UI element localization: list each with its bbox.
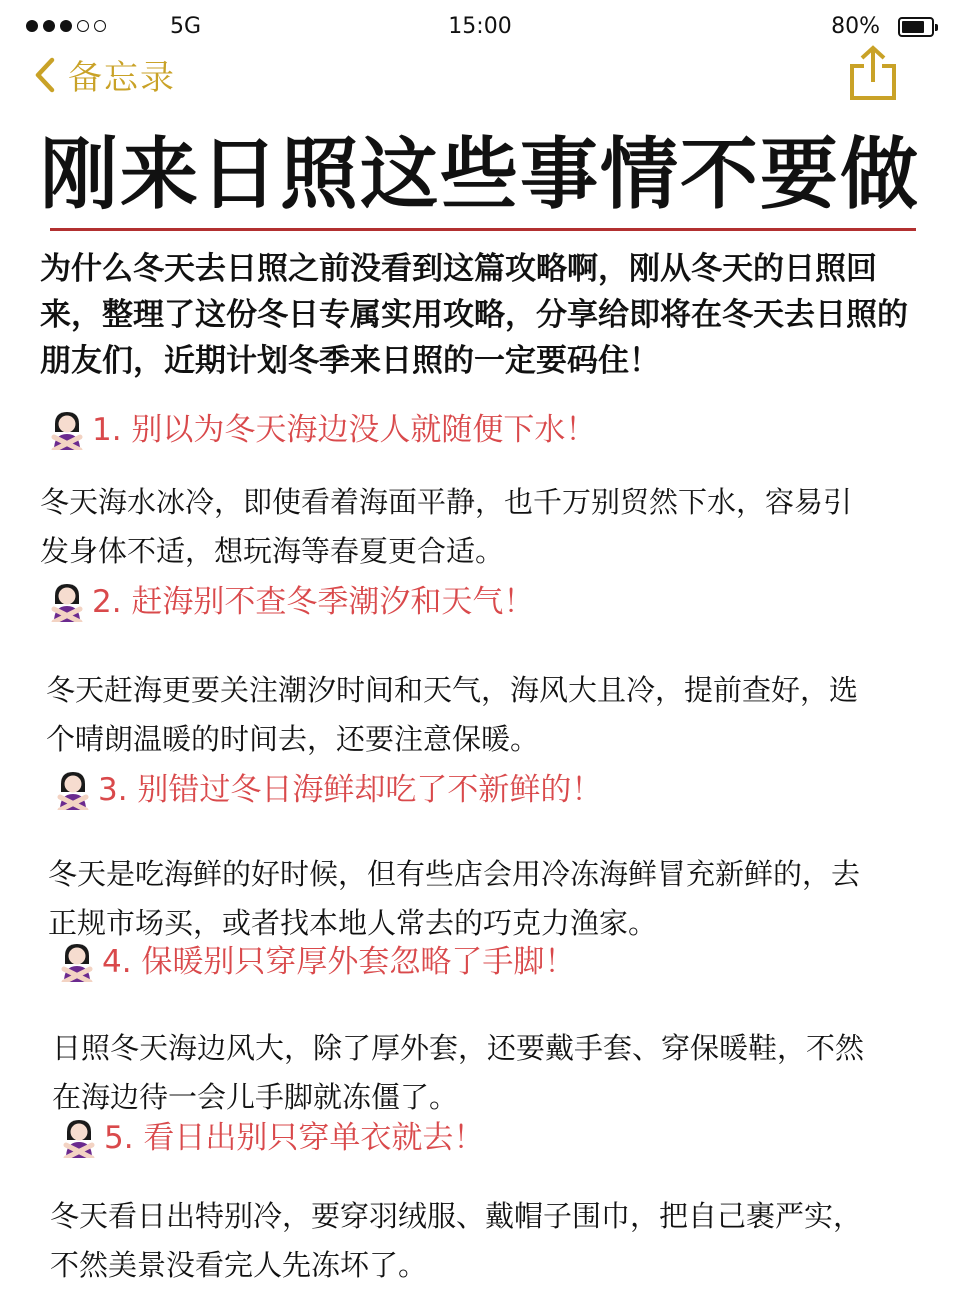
tip-heading-text: 5. 看日出别只穿单衣就去！ xyxy=(104,1120,485,1156)
person-gesturing-no-icon xyxy=(52,770,94,810)
tip-heading xyxy=(58,1116,960,1160)
person-gesturing-no-icon xyxy=(56,942,98,982)
tip-section-3 xyxy=(0,768,960,948)
tip-section-5 xyxy=(0,1116,960,1290)
tip-heading xyxy=(56,940,960,984)
page-title: 刚来日照这些事情不要做 xyxy=(39,130,920,220)
tip-heading-text: 4. 保暖别只穿厚外套忽略了手脚！ xyxy=(102,944,576,980)
tip-section-4 xyxy=(0,940,960,1122)
status-time: 15:00 xyxy=(448,14,512,39)
tip-heading-text: 2. 赶海别不查冬季潮汐和天气！ xyxy=(92,584,535,620)
nav-bar xyxy=(0,44,960,104)
tip-body: 冬天是吃海鲜的好时候，但有些店会用冷冻海鲜冒充新鲜的，去正规市场买，或者找本地人常去的巧克力渔家。 xyxy=(48,857,861,940)
title-divider xyxy=(50,228,916,231)
battery-percentage: 80% xyxy=(831,14,880,39)
tip-section-2 xyxy=(0,580,960,764)
share-icon xyxy=(848,44,898,102)
person-gesturing-no-icon xyxy=(46,410,88,450)
tip-body: 冬天海水冰冷，即使看着海面平静，也千万别贸然下水，容易引发身体不适，想玩海等春夏更合适。 xyxy=(40,485,853,568)
chevron-left-icon xyxy=(34,56,56,94)
tip-heading-text: 1. 别以为冬天海边没人就随便下水！ xyxy=(92,412,597,448)
battery-icon xyxy=(898,17,934,37)
share-button[interactable] xyxy=(848,44,898,106)
person-gesturing-no-icon xyxy=(46,582,88,622)
tip-heading-text: 3. 别错过冬日海鲜却吃了不新鲜的！ xyxy=(98,772,603,808)
battery-level xyxy=(902,21,924,33)
person-gesturing-no-icon xyxy=(58,1118,100,1158)
tip-body: 冬天看日出特别冷，要穿羽绒服、戴帽子围巾，把自己裹严实，不然美景没看完人先冻坏了。 xyxy=(50,1199,863,1282)
back-label: 备忘录 xyxy=(68,58,176,98)
tip-body: 冬天赶海更要关注潮汐时间和天气，海风大且冷，提前查好，选个晴朗温暖的时间去，还要注意保暖。 xyxy=(46,673,859,756)
back-button[interactable] xyxy=(34,50,176,99)
tip-heading xyxy=(46,408,960,452)
tip-body: 日照冬天海边风大，除了厚外套，还要戴手套、穿保暖鞋，不然在海边待一会儿手脚就冻僵了。 xyxy=(52,1031,865,1114)
tip-heading xyxy=(46,580,960,624)
tip-section-1 xyxy=(0,408,960,576)
tip-heading xyxy=(52,768,960,812)
intro-paragraph: 为什么冬天去日照之前没看到这篇攻略啊，刚从冬天的日照回来，整理了这份冬日专属实用攻略，分享给即将在冬天去日照的朋友们，近期计划冬季来日照的一定要码住！ xyxy=(40,251,908,379)
network-type: 5G xyxy=(170,14,202,39)
